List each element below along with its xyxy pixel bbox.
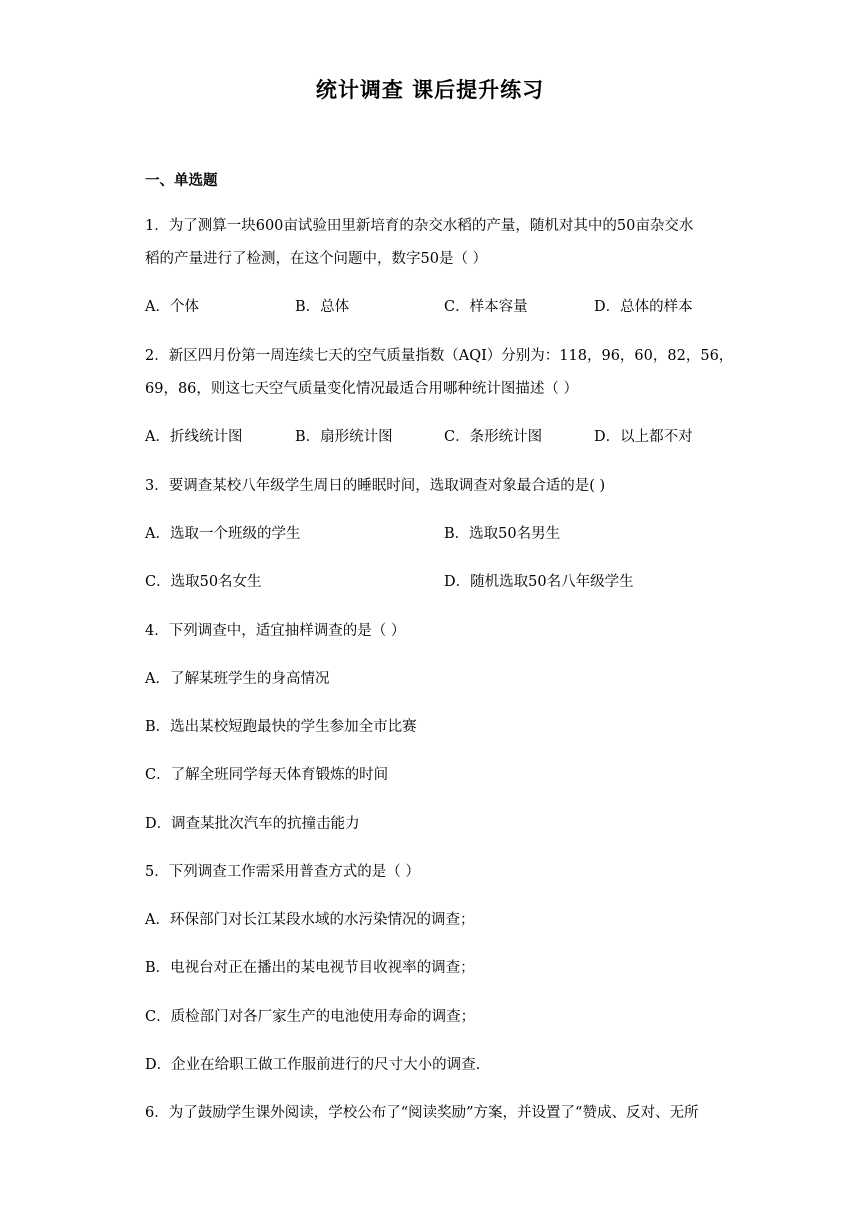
option-d: D．以上都不对 (594, 429, 693, 445)
option-a: A．个体 (145, 299, 199, 315)
option-d: D．随机选取50名八年级学生 (444, 574, 634, 590)
question-text: 稻的产量进行了检测，在这个问题中，数字50是（ ） (145, 251, 488, 267)
option-a: A．环保部门对长江某段水域的水污染情况的调查； (145, 912, 475, 928)
section-heading: 一、单选题 (145, 173, 218, 189)
option-d: D．企业在给职工做工作服前进行的尺寸大小的调查. (145, 1057, 481, 1073)
option-d: D．总体的样本 (594, 299, 693, 315)
question-text: 1．为了测算一块600亩试验田里新培育的杂交水稻的产量，随机对其中的50亩杂交水 (145, 218, 694, 234)
option-a: A．折线统计图 (145, 429, 243, 445)
page-title: 统计调查 课后提升练习 (315, 78, 545, 102)
option-b: B．选取50名男生 (444, 526, 561, 542)
option-b: B．电视台对正在播出的某电视节目收视率的调查； (145, 960, 475, 976)
question-text: 5．下列调查工作需采用普查方式的是（ ） (145, 864, 420, 880)
option-b: B．总体 (295, 299, 350, 315)
option-c: C．质检部门对各厂家生产的电池使用寿命的调查； (145, 1009, 476, 1025)
option-c: C．条形统计图 (444, 429, 543, 445)
option-d: D．调查某批次汽车的抗撞击能力 (145, 816, 360, 832)
question-text: 4．下列调查中，适宜抽样调查的是（ ） (145, 623, 406, 639)
option-c: C．了解全班同学每天体育锻炼的时间 (145, 767, 389, 783)
option-a: A．了解某班学生的身高情况 (145, 671, 330, 687)
option-c: C．样本容量 (444, 299, 528, 315)
question-text: 3．要调查某校八年级学生周日的睡眠时间，选取调查对象最合适的是( ) (145, 478, 606, 494)
question-text: 69，86，则这七天空气质量变化情况最适合用哪种统计图描述（ ） (145, 381, 579, 397)
option-c: C．选取50名女生 (145, 574, 262, 590)
question-text: 2．新区四月份第一周连续七天的空气质量指数（AQI）分别为：118，96，60，82，56， (145, 348, 734, 364)
option-a: A．选取一个班级的学生 (145, 526, 301, 542)
option-b: B．扇形统计图 (295, 429, 393, 445)
question-text: 6．为了鼓励学生课外阅读，学校公布了“阅读奖励”方案，并设置了“赞成、反对、无所 (145, 1105, 699, 1121)
option-b: B．选出某校短跑最快的学生参加全市比赛 (145, 719, 417, 735)
